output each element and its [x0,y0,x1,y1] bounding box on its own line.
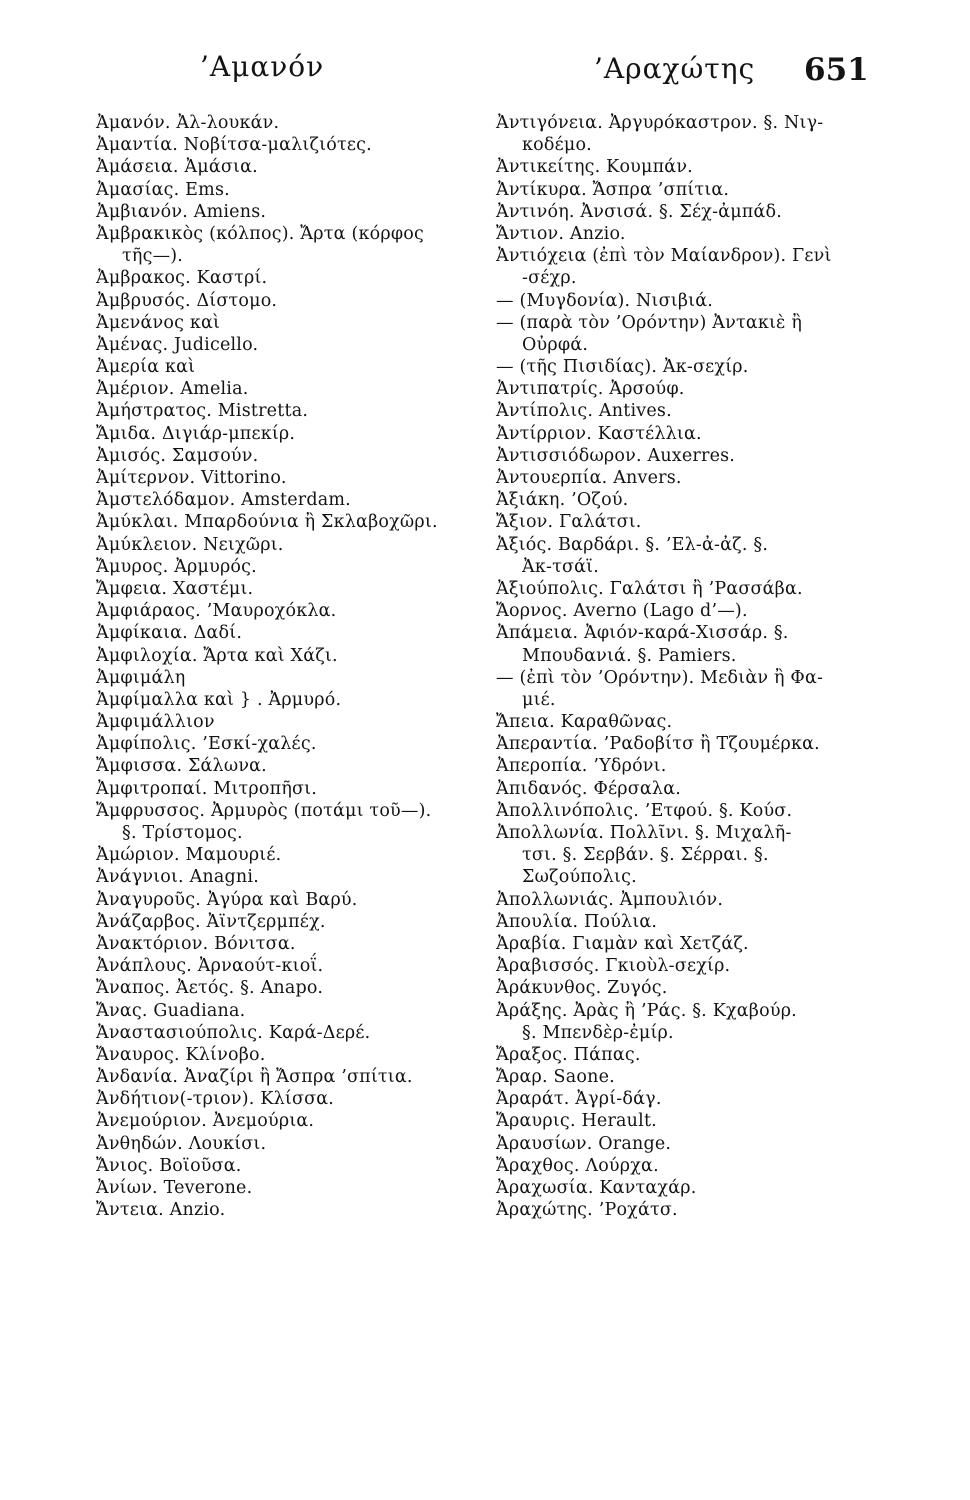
running-head-right: ’Αραχώτης [594,52,756,85]
entry-line: Ἀραχωσία. Κανταχάρ. [496,1178,697,1198]
entry-line: Ἀμβρακικὸς (κόλπος). Ἄρτα (κόρφος [96,223,425,244]
entry-continuation-line: τσι. §. Σερβάν. §. Σέρραι. §. [522,845,769,866]
entry-line: Ἀμύκλαι. Μπαρδούνια ἢ Σκλαβοχῶρι. [96,512,438,533]
entry-line: Ἀμέριον. Amelia. [96,379,249,400]
entry-line: Ἀμισός. Σαμσούν. [96,445,259,466]
entry-line: — (τῆς Πισιδίας). Ἀκ-σεχίρ. [496,357,749,378]
entry-line: Ἀμήστρατος. Mistretta. [96,401,309,422]
entry-line: Ἄναπος. Ἀετός. §. Anapo. [96,978,324,999]
entry-line: Ἀντιγόνεια. Ἀργυρόκαστρον. §. Νιγ- [496,113,824,133]
entry-line: Ἀνεμούριον. Ἀνεμούρια. [96,1111,315,1132]
entry-line: Ἀμφίμαλλα καὶ } . Ἀρμυρό. [96,689,342,710]
entry-line: Ἄντεια. Anzio. [96,1200,226,1221]
entry-line: Ἀπολλινόπολις. ’Ετφού. §. Κούσ. [496,800,793,821]
entry-continuation-line: §. Μπενδὲρ-ἐμίρ. [522,1022,674,1043]
entry-line: Ἀμίτερνον. Vittorino. [96,468,287,488]
entry-line: Ἀπεραντία. ’Ραδοβίτσ ἢ Τζουμέρκα. [496,734,820,755]
entry-line: Ἀραυσίων. Orange. [496,1133,672,1154]
entry-line: Ἀξιούπολις. Γαλάτσι ἢ ’Ρασσάβα. [496,578,803,599]
entry-line: Ἀμφιμάλη [96,667,186,688]
entry-line: Ἀντίκυρα. Ἄσπρα ’σπίτια. [496,179,730,200]
entry-line: Ἄξιον. Γαλάτσι. [496,512,642,533]
entry-line: Ἀπάμεια. Ἀφιόν-καρά-Χισσάρ. §. [496,623,789,644]
entry-line: Ἀραχώτης. ’Ροχάτσ. [496,1200,678,1221]
entry-line: Ἄνας. Guadiana. [96,1000,246,1021]
entry-line: Ἀμφιμάλλιον [96,712,215,733]
entry-line: Ἄραχθος. Λούρχα. [496,1155,659,1176]
entry-line: Ἀντικείτης. Κουμπάν. [496,157,693,178]
entry-line: Ἀμένας. Judicello. [96,334,259,355]
entry-line: Ἀμβιανόν. Amiens. [96,201,267,222]
entry-line: Ἄπεια. Καραθῶνας. [496,712,673,733]
page-number: 651 [804,52,869,88]
entry-line: Ἀράκυνθος. Ζυγός. [496,978,668,999]
entry-line: Ἀπεροπία. ’Υδρόνι. [496,756,667,777]
entry-continuation-line: Σωζούπολις. [522,867,637,888]
entry-line: Ἀντιόχεια (ἐπὶ τὸν Μαίανδρον). Γενὶ [496,246,832,267]
entry-line: Ἄμφεια. Χαστέμι. [96,578,254,599]
entry-continuation-line: κοδέμο. [522,135,592,156]
entry-continuation-line: τῆς—). [122,246,184,267]
entry-line: Ἀνδανία. Ἀναζίρι ἢ Ἄσπρα ’σπίτια. [96,1067,413,1088]
entry-line: Ἄορνος. Averno (Lago d’—). [496,601,748,622]
entry-line: Ἀξιάκη. ’Οζού. [496,490,629,511]
entry-line: Ἄραξος. Πάπας. [496,1044,641,1065]
entry-continuation-line: Ἀκ-τσάϊ. [522,556,599,577]
entry-line: Ἀνάζαρβος. Ἀϊντζερμπέχ. [96,911,326,932]
entry-line: Ἄνιος. Βοϊοῦσα. [96,1155,242,1176]
entry-line: — (ἐπὶ τὸν ’Ορόντην). Μεδιὰν ἢ Φα- [496,667,824,688]
entry-line: Ἀπολλωνία. Πολλῖνι. §. Μιχαλῆ- [496,823,792,843]
entry-line: Ἀνακτόριον. Βόνιτσα. [96,933,296,954]
entry-line: Ἄμφρυσσος. Ἀρμυρὸς (ποτάμι τοῦ—). [96,800,432,821]
entry-line: Ἀνίων. Teverone. [96,1178,253,1198]
entry-line: Ἀμαντία. Νοβίτσα-μαλιζιότες. [96,135,372,156]
entry-line: Ἄμφισσα. Σάλωνα. [96,756,267,777]
entry-line: Ἀμάσεια. Ἀμάσια. [96,157,258,178]
entry-line: Ἀμερία καὶ [96,357,196,378]
entry-line: Ἀντίπολις. Antives. [496,401,672,422]
entry-line: Ἀμφίπολις. ’Εσκί-χαλές. [96,734,317,755]
entry-line: Ἀπολλωνιάς. Ἀμπουλιόν. [496,889,724,910]
entry-line: Ἀμβρυσός. Δίστομο. [96,290,278,311]
entry-line: Ἀνδήτιον(-τριον). Κλίσσα. [96,1089,335,1110]
entry-line: Ἀμώριον. Μαμουριέ. [96,845,282,866]
entry-line: Ἀνάπλους. Ἀρναούτ-κιοΐ. [96,956,324,977]
entry-line: Ἀντίρριον. Καστέλλια. [496,423,702,444]
right-column [496,112,888,1221]
entry-continuation-line: Οὐρφά. [522,334,589,355]
entry-line: Ἀντινόη. Ἀνσισά. §. Σέχ-ἀμπάδ. [496,201,783,222]
entry-line: Ἀνθηδών. Λουκίσι. [96,1133,267,1154]
entry-continuation-line: §. Τρίστομος. [122,823,243,843]
entry-line: Ἀράξης. Ἀρὰς ἢ ’Ράς. §. Κχαβούρ. [496,1000,797,1021]
entry-line: — (παρὰ τὸν ’Ορόντην) Ἀντακιὲ ἢ [496,312,803,333]
entry-line: Ἀραβισσός. Γκιοὺλ-σεχίρ. [496,956,731,977]
entry-line: Ἀντισσιόδωρον. Auxerres. [496,445,736,466]
entry-line: Ἀπιδανός. Φέρσαλα. [496,778,681,799]
entry-line: Ἀμστελόδαμον. Amsterdam. [96,490,351,511]
entry-line: Ἀμύκλειον. Νειχῶρι. [96,534,284,555]
entry-continuation-line: Μπουδανιά. §. Pamiers. [522,645,737,666]
entry-continuation-line: -σέχρ. [522,268,577,289]
entry-line: Ἀμβρακος. Καστρί. [96,268,268,289]
running-head-left: ’Αμανόν [200,50,325,83]
entry-line: Ἀμενάνος καὶ [96,312,221,333]
entry-line: Ἀναστασιούπολις. Καρά-Δερέ. [96,1022,371,1043]
entry-line: Ἀξιός. Βαρδάρι. §. ’Ελ-ἀ-ἀζ. §. [496,534,769,555]
entry-line: Ἀπουλία. Πούλια. [496,911,658,932]
entry-line: Ἀμανόν. Ἀλ-λουκάν. [96,113,280,133]
entry-line: Ἀμφίκαια. Δαδί. [96,623,243,644]
entry-line: Ἄραρ. Saone. [496,1067,615,1088]
entry-line: Ἀντουερπία. Anvers. [496,468,682,488]
entry-line: Ἀμασίας. Ems. [96,179,230,200]
entry-continuation-line: μιέ. [522,689,556,710]
left-column [96,112,488,1221]
entry-line: Ἄραυρις. Herault. [496,1111,657,1132]
entry-line: Ἄμιδα. Διγιάρ-μπεκίρ. [96,423,296,444]
entry-line: Ἀναγυροῦς. Ἀγύρα καὶ Βαρύ. [96,889,358,910]
entry-line: Ἀμφιλοχία. Ἄρτα καὶ Χάζι. [96,645,338,666]
entry-line: Ἀμφιάραος. ’Μαυροχόκλα. [96,601,337,622]
entry-line: Ἀντιπατρίς. Ἀρσούφ. [496,379,685,400]
entry-line: Ἄμυρος. Ἀρμυρός. [96,556,257,577]
entry-line: Ἄναυρος. Κλίνοβο. [96,1044,266,1065]
entry-line: Ἀνάγνιοι. Anagni. [96,867,259,888]
entry-line: Ἀραράτ. Ἀγρί-δάγ. [496,1089,662,1110]
entry-line: Ἄντιον. Anzio. [496,223,626,244]
entry-line: Ἀραβία. Γιαμὰν καὶ Χετζάζ. [496,933,749,954]
entry-line: — (Μυγδονία). Νισιβιά. [496,290,713,311]
entry-line: Ἀμφιτροπαί. Μιτροπῆσι. [96,778,317,799]
